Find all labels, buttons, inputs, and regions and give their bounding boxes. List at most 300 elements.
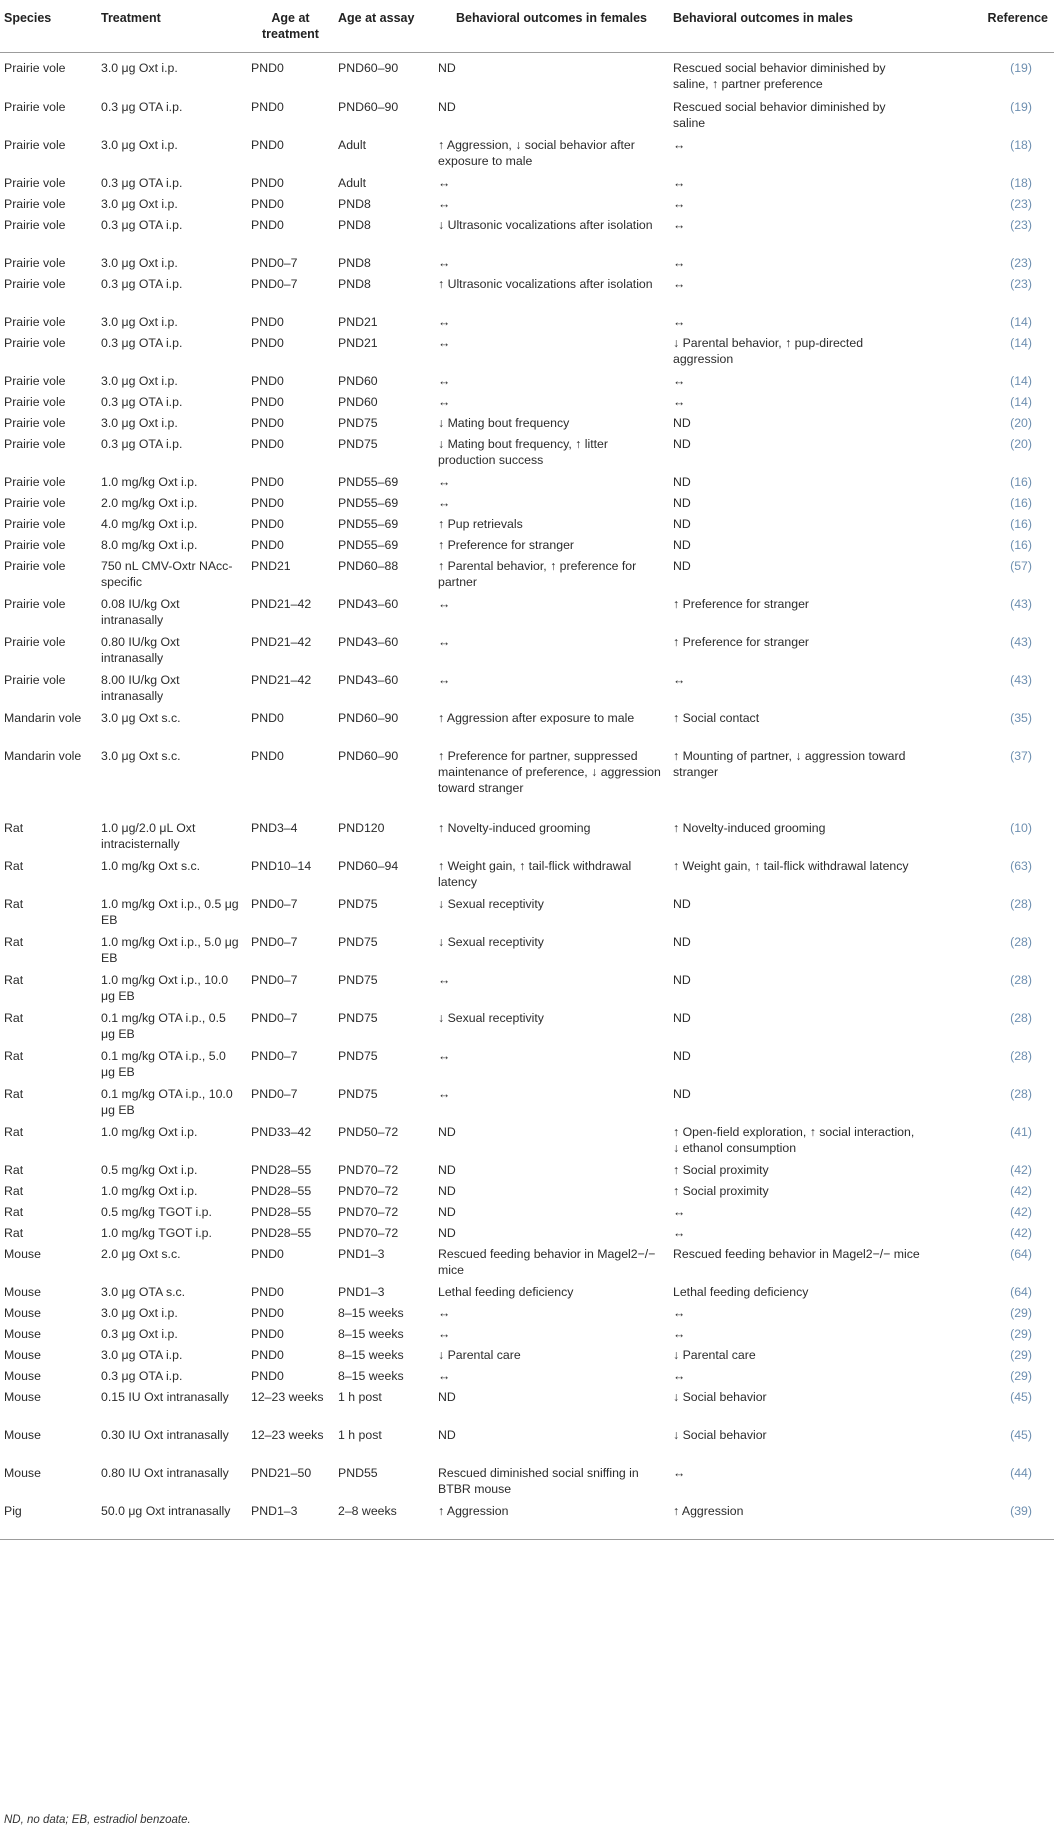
reference-cell: (64): [1010, 1285, 1032, 1299]
treatment-cell: 0.3 μg OTA i.p.: [101, 176, 183, 190]
reference-cell: (18): [1010, 176, 1032, 190]
age-at-treatment-cell: PND0: [251, 749, 284, 763]
age-at-treatment-cell: PND0: [251, 1348, 284, 1362]
species-cell: Rat: [4, 1184, 24, 1198]
species-cell: Mouse: [4, 1428, 41, 1442]
female-outcome-cell: ↔: [438, 197, 451, 211]
table-row: [0, 1501, 1054, 1539]
reference-cell: (63): [1010, 859, 1032, 873]
age-at-assay-cell: PND55: [338, 1466, 378, 1480]
species-cell: Mouse: [4, 1285, 41, 1299]
reference-cell: (45): [1010, 1390, 1032, 1404]
treatment-cell: 750 nL CMV-Oxtr NAcc-specific: [101, 559, 233, 589]
table-row: [0, 52, 1054, 97]
female-outcome-cell: ↑ Ultrasonic vocalizations after isolation: [438, 277, 653, 291]
age-at-assay-cell: PND43–60: [338, 673, 399, 687]
table-row: [0, 1282, 1054, 1303]
treatment-cell: 4.0 mg/kg Oxt i.p.: [101, 517, 198, 531]
treatment-cell: 3.0 μg Oxt i.p.: [101, 416, 178, 430]
age-at-treatment-cell: PND0: [251, 60, 284, 75]
treatment-cell: 0.5 mg/kg Oxt i.p.: [101, 1163, 198, 1177]
male-outcome-cell: Rescued feeding behavior in Magel2−/− mice: [673, 1247, 920, 1261]
female-outcome-cell: ↑ Aggression, ↓ social behavior after exposure to male: [438, 138, 635, 168]
male-outcome-cell: ND: [673, 496, 691, 510]
female-outcome-cell: ND: [438, 1163, 456, 1177]
table-row: [0, 818, 1054, 856]
male-outcome-cell: ↑ Open-field exploration, ↑ social interaction, ↓ ethanol consumption: [673, 1125, 915, 1155]
age-at-treatment-cell: PND21: [251, 559, 291, 573]
table-row: [0, 1223, 1054, 1244]
female-outcome-cell: ↔: [438, 374, 451, 388]
treatment-cell: 3.0 μg Oxt i.p.: [101, 1306, 178, 1320]
age-at-treatment-cell: PND0–7: [251, 897, 298, 911]
male-outcome-cell: Rescued social behavior diminished by saline: [673, 100, 886, 130]
table-row: [0, 932, 1054, 970]
species-cell: Mouse: [4, 1369, 41, 1383]
female-outcome-cell: ↔: [438, 1327, 451, 1341]
female-outcome-cell: ↑ Aggression after exposure to male: [438, 711, 635, 725]
reference-cell: (42): [1010, 1226, 1032, 1240]
age-at-assay-cell: PND55–69: [338, 496, 399, 510]
reference-cell: (43): [1010, 673, 1032, 687]
species-cell: Prairie vole: [4, 277, 66, 291]
table-row: [0, 371, 1054, 392]
age-at-treatment-cell: PND28–55: [251, 1226, 312, 1240]
table-row: [0, 594, 1054, 632]
treatment-cell: 0.3 μg OTA i.p.: [101, 100, 183, 114]
table-row: [0, 1387, 1054, 1425]
species-cell: Prairie vole: [4, 538, 66, 552]
treatment-cell: 0.80 IU/kg Oxt intranasally: [101, 635, 180, 665]
reference-cell: (16): [1010, 475, 1032, 489]
male-outcome-cell: ↓ Parental care: [673, 1348, 756, 1362]
age-at-assay-cell: PND60–90: [338, 60, 399, 75]
treatment-cell: 0.80 IU Oxt intranasally: [101, 1466, 229, 1480]
table-row: [0, 670, 1054, 708]
age-at-assay-cell: PND70–72: [338, 1205, 399, 1219]
age-at-assay-cell: PND55–69: [338, 517, 399, 531]
reference-cell: (41): [1010, 1125, 1032, 1139]
reference-cell: (20): [1010, 416, 1032, 430]
female-outcome-cell: ND: [438, 1125, 456, 1139]
treatment-cell: 0.3 μg OTA i.p.: [101, 336, 183, 350]
species-cell: Prairie vole: [4, 475, 66, 489]
table-row: [0, 632, 1054, 670]
male-outcome-cell: ↔: [673, 277, 686, 291]
species-cell: Rat: [4, 973, 24, 987]
female-outcome-cell: ↔: [438, 973, 451, 987]
female-outcome-cell: ND: [438, 1184, 456, 1198]
age-at-assay-cell: PND75: [338, 416, 378, 430]
male-outcome-cell: ↓ Social behavior: [673, 1390, 767, 1404]
male-outcome-cell: ND: [673, 475, 691, 489]
female-outcome-cell: ↓ Mating bout frequency, ↑ litter production success: [438, 437, 608, 467]
age-at-treatment-cell: PND0: [251, 475, 284, 489]
species-cell: Rat: [4, 859, 24, 873]
table-row: [0, 333, 1054, 371]
reference-cell: (29): [1010, 1327, 1032, 1341]
female-outcome-cell: ↓ Sexual receptivity: [438, 935, 544, 949]
age-at-assay-cell: 2–8 weeks: [334, 1501, 434, 1539]
treatment-cell: 8.0 mg/kg Oxt i.p.: [101, 538, 198, 552]
age-at-assay-cell: PND60–94: [338, 859, 399, 873]
table-row: [0, 253, 1054, 274]
age-at-treatment-cell: PND0–7: [251, 277, 298, 291]
species-cell: Mouse: [4, 1348, 41, 1362]
treatment-cell: 3.0 μg Oxt i.p.: [101, 197, 178, 211]
treatment-cell: 3.0 μg Oxt i.p.: [101, 315, 178, 329]
table-footnote: ND, no data; EB, estradiol benzoate.: [4, 1814, 191, 1826]
female-outcome-cell: ↓ Sexual receptivity: [438, 897, 544, 911]
female-outcome-cell: ↑ Weight gain, ↑ tail-flick withdrawal latency: [438, 859, 632, 889]
age-at-assay-cell: 1 h post: [338, 1390, 382, 1404]
table-row: [0, 215, 1054, 253]
female-outcome-cell: ↔: [438, 256, 451, 270]
age-at-assay-cell: PND120: [338, 821, 385, 835]
age-at-assay-cell: 8–15 weeks: [338, 1348, 404, 1362]
age-at-assay-cell: PND75: [338, 1049, 378, 1063]
species-cell: Rat: [4, 1049, 24, 1063]
treatment-cell: 1.0 μg/2.0 μL Oxt intracisternally: [101, 821, 196, 851]
age-at-assay-cell: PND43–60: [338, 635, 399, 649]
female-outcome-cell: ↔: [438, 395, 451, 409]
reference-cell: (14): [1010, 374, 1032, 388]
table-row: [0, 1366, 1054, 1387]
table-body: [0, 52, 1054, 1539]
male-outcome-cell: ↓ Social behavior: [673, 1428, 767, 1442]
reference-cell: (39): [924, 1501, 1054, 1539]
species-cell: Prairie vole: [4, 100, 66, 114]
header-species: Species: [0, 0, 97, 52]
reference-cell: (19): [1010, 100, 1032, 114]
male-outcome-cell: ↑ Preference for stranger: [673, 635, 810, 649]
species-cell: Prairie vole: [4, 437, 66, 451]
female-outcome-cell: ↑ Novelty-induced grooming: [438, 821, 591, 835]
treatment-cell: 0.3 μg OTA i.p.: [101, 437, 183, 451]
species-cell: Rat: [4, 821, 24, 835]
age-at-treatment-cell: PND21–42: [251, 597, 312, 611]
age-at-assay-cell: PND60–90: [338, 749, 399, 763]
reference-cell: (29): [1010, 1348, 1032, 1362]
table-row: [0, 708, 1054, 746]
male-outcome-cell: ND: [673, 973, 691, 987]
male-outcome-cell: ND: [673, 1049, 691, 1063]
reference-cell: (28): [1010, 1049, 1032, 1063]
table-row: [0, 1181, 1054, 1202]
age-at-treatment-cell: PND28–55: [251, 1163, 312, 1177]
male-outcome-cell: ND: [673, 517, 691, 531]
header-row: [0, 0, 1054, 52]
age-at-treatment-cell: PND0: [251, 437, 284, 451]
reference-cell: (19): [1010, 60, 1032, 75]
treatment-cell: 2.0 μg Oxt s.c.: [101, 1247, 181, 1261]
age-at-treatment-cell: PND0: [251, 197, 284, 211]
female-outcome-cell: ND: [438, 60, 456, 75]
female-outcome-cell: ↔: [438, 1369, 451, 1383]
age-at-assay-cell: PND55–69: [338, 538, 399, 552]
male-outcome-cell: ND: [673, 1087, 691, 1101]
treatment-cell: 50.0 μg Oxt intranasally: [97, 1501, 247, 1539]
age-at-assay-cell: PND60–90: [338, 100, 399, 114]
species-cell: Prairie vole: [4, 315, 66, 329]
age-at-assay-cell: 1 h post: [338, 1428, 382, 1442]
treatment-cell: 0.3 μg OTA i.p.: [101, 1369, 183, 1383]
reference-cell: (14): [1010, 315, 1032, 329]
species-cell: Mandarin vole: [4, 711, 82, 725]
age-at-treatment-cell: PND21–50: [251, 1466, 312, 1480]
age-at-assay-cell: 8–15 weeks: [338, 1327, 404, 1341]
female-outcome-cell: ND: [438, 1390, 456, 1404]
reference-cell: (45): [1010, 1428, 1032, 1442]
female-outcome-cell: ↓ Ultrasonic vocalizations after isolation: [438, 218, 653, 232]
species-cell: Rat: [4, 1226, 24, 1240]
age-at-assay-cell: PND75: [338, 1011, 378, 1025]
species-cell: Prairie vole: [4, 559, 66, 573]
female-outcome-cell: ↔: [438, 1087, 451, 1101]
age-at-treatment-cell: PND0: [251, 218, 284, 232]
table-row: [0, 434, 1054, 472]
reference-cell: (23): [1010, 197, 1032, 211]
reference-cell: (23): [1010, 256, 1032, 270]
age-at-assay-cell: Adult: [338, 176, 367, 190]
age-at-treatment-cell: 12–23 weeks: [251, 1390, 324, 1404]
table-row: [0, 312, 1054, 333]
female-outcome-cell: Rescued feeding behavior in Magel2−/− mice: [438, 1247, 656, 1277]
female-outcome-cell: ↓ Mating bout frequency: [438, 416, 570, 430]
male-outcome-cell: ↔: [673, 1327, 686, 1341]
table-row: [0, 556, 1054, 594]
species-cell: Prairie vole: [4, 176, 66, 190]
species-cell: Prairie vole: [4, 395, 66, 409]
reference-cell: (16): [1010, 538, 1032, 552]
treatment-cell: 1.0 mg/kg Oxt i.p., 0.5 μg EB: [101, 897, 239, 927]
table-row: [0, 1084, 1054, 1122]
female-outcome-cell: ↔: [438, 336, 451, 350]
table-row: [0, 472, 1054, 493]
male-outcome-cell: ↓ Parental behavior, ↑ pup-directed aggression: [673, 336, 864, 366]
male-outcome-cell: ND: [673, 538, 691, 552]
female-outcome-cell: Lethal feeding deficiency: [438, 1285, 574, 1299]
table-row: [0, 970, 1054, 1008]
reference-cell: (10): [1010, 821, 1032, 835]
treatment-cell: 0.08 IU/kg Oxt intranasally: [101, 597, 180, 627]
age-at-treatment-cell: PND0: [251, 1369, 284, 1383]
treatment-cell: 0.1 mg/kg OTA i.p., 10.0 μg EB: [101, 1087, 233, 1117]
species-cell: Mouse: [4, 1306, 41, 1320]
age-at-assay-cell: PND8: [338, 197, 371, 211]
age-at-assay-cell: PND75: [338, 897, 378, 911]
female-outcome-cell: ↑ Aggression: [434, 1501, 669, 1539]
female-outcome-cell: ND: [438, 100, 456, 114]
age-at-treatment-cell: PND0–7: [251, 256, 298, 270]
age-at-assay-cell: PND55–69: [338, 475, 399, 489]
species-cell: Mouse: [4, 1466, 41, 1480]
reference-cell: (64): [1010, 1247, 1032, 1261]
male-outcome-cell: ↑ Social proximity: [673, 1163, 769, 1177]
age-at-treatment-cell: PND3–4: [251, 821, 298, 835]
species-cell: Mouse: [4, 1327, 41, 1341]
species-cell: Prairie vole: [4, 60, 66, 75]
age-at-assay-cell: 8–15 weeks: [338, 1369, 404, 1383]
male-outcome-cell: ↑ Mounting of partner, ↓ aggression toward stranger: [673, 749, 906, 779]
male-outcome-cell: ↔: [673, 1466, 686, 1480]
male-outcome-cell: Lethal feeding deficiency: [673, 1285, 809, 1299]
table-row: [0, 1244, 1054, 1282]
male-outcome-cell: ND: [673, 437, 691, 451]
male-outcome-cell: ↔: [673, 315, 686, 329]
treatment-cell: 1.0 mg/kg Oxt i.p., 5.0 μg EB: [101, 935, 239, 965]
species-cell: Prairie vole: [4, 416, 66, 430]
treatment-cell: 1.0 mg/kg TGOT i.p.: [101, 1226, 212, 1240]
reference-cell: (57): [1010, 559, 1032, 573]
female-outcome-cell: ↔: [438, 496, 451, 510]
species-cell: Prairie vole: [4, 496, 66, 510]
age-at-treatment-cell: PND10–14: [251, 859, 312, 873]
table-row: [0, 194, 1054, 215]
species-cell: Rat: [4, 1087, 24, 1101]
species-cell: Rat: [4, 935, 24, 949]
male-outcome-cell: ↑ Preference for stranger: [673, 597, 810, 611]
table-row: [0, 493, 1054, 514]
age-at-treatment-cell: PND21–42: [251, 635, 312, 649]
treatment-cell: 0.30 IU Oxt intranasally: [101, 1428, 229, 1442]
female-outcome-cell: ↔: [438, 1049, 451, 1063]
male-outcome-cell: ↑ Social contact: [673, 711, 760, 725]
age-at-assay-cell: PND60: [338, 395, 378, 409]
age-at-treatment-cell: PND1–3: [247, 1501, 334, 1539]
age-at-treatment-cell: PND0–7: [251, 973, 298, 987]
male-outcome-cell: ↔: [673, 395, 686, 409]
species-cell: Prairie vole: [4, 138, 66, 152]
age-at-treatment-cell: PND0: [251, 538, 284, 552]
treatment-cell: 0.5 mg/kg TGOT i.p.: [101, 1205, 212, 1219]
age-at-treatment-cell: PND0–7: [251, 1011, 298, 1025]
treatment-cell: 3.0 μg OTA s.c.: [101, 1285, 186, 1299]
age-at-treatment-cell: PND0: [251, 1247, 284, 1261]
female-outcome-cell: ↑ Preference for stranger: [438, 538, 575, 552]
male-outcome-cell: ↔: [673, 197, 686, 211]
male-outcome-cell: ↔: [673, 1369, 686, 1383]
treatment-cell: 0.3 μg OTA i.p.: [101, 218, 183, 232]
table-row: [0, 135, 1054, 173]
reference-cell: (23): [1010, 218, 1032, 232]
female-outcome-cell: ND: [438, 1205, 456, 1219]
reference-cell: (44): [1010, 1466, 1032, 1480]
treatment-cell: 1.0 mg/kg Oxt i.p., 10.0 μg EB: [101, 973, 229, 1003]
female-outcome-cell: ND: [438, 1226, 456, 1240]
treatment-cell: 1.0 mg/kg Oxt i.p.: [101, 475, 198, 489]
age-at-treatment-cell: PND0: [251, 1327, 284, 1341]
age-at-treatment-cell: PND21–42: [251, 673, 312, 687]
species-cell: Prairie vole: [4, 517, 66, 531]
table-row: [0, 746, 1054, 818]
reference-cell: (23): [1010, 277, 1032, 291]
male-outcome-cell: ↑ Weight gain, ↑ tail-flick withdrawal latency: [673, 859, 909, 873]
treatment-cell: 3.0 μg Oxt s.c.: [101, 711, 181, 725]
species-cell: Prairie vole: [4, 635, 66, 649]
female-outcome-cell: ↔: [438, 315, 451, 329]
age-at-assay-cell: PND43–60: [338, 597, 399, 611]
treatment-cell: 0.1 mg/kg OTA i.p., 0.5 μg EB: [101, 1011, 226, 1041]
male-outcome-cell: ↑ Social proximity: [673, 1184, 769, 1198]
treatment-cell: 3.0 μg OTA i.p.: [101, 1348, 183, 1362]
age-at-treatment-cell: PND0: [251, 1285, 284, 1299]
treatment-cell: 2.0 mg/kg Oxt i.p.: [101, 496, 198, 510]
male-outcome-cell: ↔: [673, 256, 686, 270]
table-row: [0, 894, 1054, 932]
reference-cell: (28): [1010, 1011, 1032, 1025]
age-at-assay-cell: PND70–72: [338, 1184, 399, 1198]
table-row: [0, 1122, 1054, 1160]
female-outcome-cell: ↔: [438, 597, 451, 611]
species-cell: Rat: [4, 1163, 24, 1177]
table-row: [0, 1324, 1054, 1345]
male-outcome-cell: ↔: [673, 673, 686, 687]
male-outcome-cell: ↔: [673, 1306, 686, 1320]
female-outcome-cell: ↑ Pup retrievals: [438, 517, 523, 531]
table-row: [0, 535, 1054, 556]
species-cell: Prairie vole: [4, 256, 66, 270]
female-outcome-cell: ↑ Parental behavior, ↑ preference for partner: [438, 559, 637, 589]
age-at-treatment-cell: PND28–55: [251, 1205, 312, 1219]
treatment-cell: 0.3 μg OTA i.p.: [101, 395, 183, 409]
male-outcome-cell: ND: [673, 416, 691, 430]
table-row: [0, 1345, 1054, 1366]
age-at-treatment-cell: PND0: [251, 138, 284, 152]
species-cell: Rat: [4, 1205, 24, 1219]
treatment-cell: 8.00 IU/kg Oxt intranasally: [101, 673, 180, 703]
age-at-assay-cell: PND75: [338, 1087, 378, 1101]
female-outcome-cell: ND: [438, 1428, 456, 1442]
age-at-treatment-cell: PND0–7: [251, 1087, 298, 1101]
age-at-assay-cell: PND75: [338, 437, 378, 451]
age-at-assay-cell: PND60–90: [338, 711, 399, 725]
male-outcome-cell: ↑ Aggression: [669, 1501, 924, 1539]
age-at-assay-cell: Adult: [338, 138, 367, 152]
reference-cell: (29): [1010, 1369, 1032, 1383]
age-at-assay-cell: PND8: [338, 277, 371, 291]
reference-cell: (28): [1010, 973, 1032, 987]
table-row: [0, 1303, 1054, 1324]
age-at-treatment-cell: PND0: [251, 711, 284, 725]
treatment-cell: 3.0 μg Oxt s.c.: [101, 749, 181, 763]
reference-cell: (43): [1010, 597, 1032, 611]
male-outcome-cell: ↔: [673, 1226, 686, 1240]
reference-cell: (20): [1010, 437, 1032, 451]
reference-cell: (16): [1010, 517, 1032, 531]
treatment-cell: 0.15 IU Oxt intranasally: [101, 1390, 229, 1404]
species-cell: Prairie vole: [4, 218, 66, 232]
male-outcome-cell: ↑ Novelty-induced grooming: [673, 821, 826, 835]
male-outcome-cell: ND: [673, 559, 691, 573]
female-outcome-cell: ↔: [438, 475, 451, 489]
header-reference: Reference: [924, 0, 1054, 52]
male-outcome-cell: ↔: [673, 374, 686, 388]
reference-cell: (28): [1010, 897, 1032, 911]
female-outcome-cell: ↔: [438, 1306, 451, 1320]
age-at-treatment-cell: PND0: [251, 517, 284, 531]
age-at-treatment-cell: PND0–7: [251, 1049, 298, 1063]
reference-cell: (14): [1010, 336, 1032, 350]
treatment-cell: 0.3 μg OTA i.p.: [101, 277, 183, 291]
age-at-assay-cell: PND70–72: [338, 1226, 399, 1240]
treatment-cell: 1.0 mg/kg Oxt s.c.: [101, 859, 201, 873]
age-at-assay-cell: PND1–3: [338, 1285, 385, 1299]
age-at-treatment-cell: PND0–7: [251, 935, 298, 949]
treatment-cell: 3.0 μg Oxt i.p.: [101, 374, 178, 388]
age-at-assay-cell: PND75: [338, 973, 378, 987]
age-at-assay-cell: PND60: [338, 374, 378, 388]
